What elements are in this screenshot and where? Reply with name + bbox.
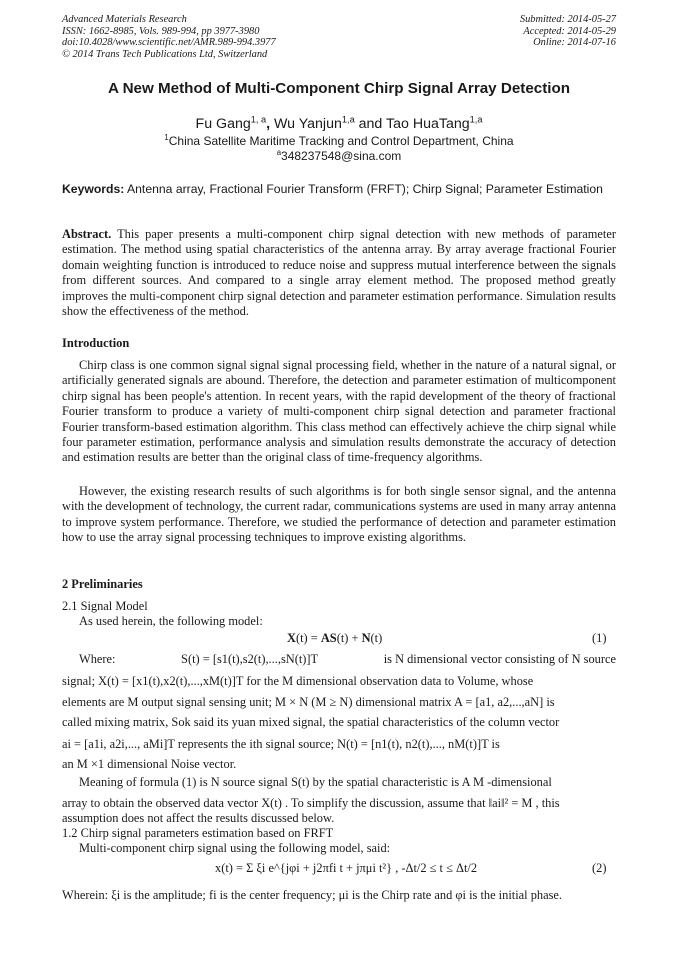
submission-dates bbox=[520, 14, 616, 49]
keywords-text: Antenna array, Fractional Fourier Transform (FRFT); Chirp Signal; Parameter Estimation bbox=[124, 182, 603, 196]
subsection-heading-signal-model: 2.1 Signal Model bbox=[62, 599, 148, 613]
journal-name: Advanced Materials Research bbox=[62, 14, 187, 25]
author-1: Fu Gang bbox=[195, 116, 251, 132]
journal-issn: ISSN: 1662-8985, Vols. 989-994, pp 3977-3980 bbox=[62, 25, 260, 37]
equation-2-number: (2) bbox=[592, 861, 607, 875]
author-1-affil: 1, a bbox=[250, 114, 267, 125]
section-heading-preliminaries: 2 Preliminaries bbox=[62, 577, 143, 591]
where-label: Where: bbox=[79, 652, 116, 666]
accepted-date: Accepted: 2014-05-29 bbox=[523, 25, 616, 37]
affiliation-text: China Satellite Maritime Tracking and Control Department, China bbox=[168, 134, 514, 148]
eq1-part: (t) = bbox=[295, 631, 321, 645]
affiliation bbox=[0, 134, 678, 148]
author-email bbox=[0, 149, 678, 163]
journal-copyright: © 2014 Trans Tech Publications Ltd, Switzerland bbox=[62, 48, 268, 60]
section-heading-introduction: Introduction bbox=[62, 336, 130, 350]
email-marker: a bbox=[276, 148, 282, 157]
eq1-AS: AS bbox=[320, 631, 337, 645]
keywords-label: Keywords: bbox=[62, 182, 125, 196]
meaning-line-3: assumption does not affect the results discussed below. bbox=[62, 811, 335, 825]
author-3: Tao HuaTang bbox=[386, 116, 470, 132]
eq1-part: (t) bbox=[370, 631, 383, 645]
abstract-text: This paper presents a multi-component chirp signal detection with new methods of parameter estimation. The method using spatial characteristics of the antenna array. By array average fractional Fourier domain weighting function is introduced to reduce noise and suppress mutual interference between the signals from different sources. And compared to a single array element method. The proposed method greatly improves the multi-component chirp signal detection and parameter estimation performance. Simulation results show the effectiveness of the method. bbox=[62, 227, 616, 319]
meaning-line-2: array to obtain the observed data vector X(t) . To simplify the discussion, assume that ‖ai‖² = M , this bbox=[62, 796, 560, 810]
S-description: is N dimensional vector consisting of N source bbox=[383, 652, 616, 666]
multi-component-intro: Multi-component chirp signal using the following model, said: bbox=[79, 841, 391, 855]
author-sep: and bbox=[354, 116, 387, 132]
journal-doi: doi:10.4028/www.scientific.net/AMR.989-994.3977 bbox=[62, 37, 276, 49]
parameter-definitions-line: Wherein: ξi is the amplitude; fi is the center frequency; μi is the Chirp rate and φi is the initial phase. bbox=[62, 888, 562, 902]
abstract bbox=[62, 227, 616, 319]
subsection-heading-frft: 1.2 Chirp signal parameters estimation based on FRFT bbox=[62, 826, 334, 840]
author-2-affil: 1,a bbox=[341, 114, 355, 125]
affiliation-marker: 1 bbox=[164, 133, 169, 142]
keywords bbox=[62, 181, 616, 197]
ai-definition-line: ai = [a1i, a2i,..., aMi]T represents the ith signal source; N(t) = [n1(t), n2(t),..., nM(t)]T is bbox=[62, 737, 500, 751]
model-intro-line: As used herein, the following model: bbox=[79, 614, 263, 628]
eq1-part: (t) + bbox=[336, 631, 362, 645]
author-3-affil: 1,a bbox=[469, 114, 483, 125]
journal-info bbox=[62, 14, 276, 60]
intro-paragraph-2: However, the existing research results of such algorithms is for both single sensor signal, and the antenna with the development of technology, the current radar, communications systems are used in many array antenna to improve system performance. Therefore, we studied the performance of detection and parameter estimation how to use the array signal processing techniques to improve existing algorithms. bbox=[62, 484, 616, 545]
eq1-N: N bbox=[361, 631, 371, 645]
mixing-matrix-line: called mixing matrix, Sok said its yuan mixed signal, the spatial characteristics of the column vector bbox=[62, 715, 560, 729]
author-2: Wu Yanjun bbox=[274, 116, 342, 132]
intro-paragraph-1: Chirp class is one common signal signal signal processing field, whether in the nature of a natural signal, or artificially generated signals are abound. Therefore, the detection and parameter estimation of multicomponent chirp signal has been people's attention. In recent years, with the rapid development of the theory of fractional Fourier transform to produce a variety of multi-component chirp signal detection and parameter fractional Fourier transform-based estimation algorithm. This class method can effectively achieve the chirp signal while four parameter estimation, performance analysis and simulation results demonstrate the accuracy of detection and estimation results are better than the original class of time-frequency algorithms. bbox=[62, 358, 616, 465]
where-line-1 bbox=[79, 652, 616, 667]
equation-1 bbox=[287, 631, 382, 646]
paper-title: A New Method of Multi-Component Chirp Signal Array Detection bbox=[107, 80, 571, 97]
submitted-date: Submitted: 2014-05-27 bbox=[519, 14, 616, 25]
equation-1-number: (1) bbox=[592, 631, 607, 645]
meaning-line-1: Meaning of formula (1) is N source signal S(t) by the spatial characteristic is A M -dimensional bbox=[79, 775, 552, 789]
online-date: Online: 2014-07-16 bbox=[533, 37, 616, 49]
eq1-X: X bbox=[287, 631, 296, 645]
S-definition: S(t) = [s1(t),s2(t),...,sN(t)]T bbox=[181, 652, 319, 666]
email-text: 348237548@sina.com bbox=[281, 149, 402, 163]
author-list bbox=[0, 116, 678, 132]
abstract-label: Abstract. bbox=[62, 227, 112, 241]
equation-2: x(t) = Σ ξi e^{jφi + j2πfi t + jπμi t²} , -Δt/2 ≤ t ≤ Δt/2 bbox=[215, 861, 478, 875]
signal-definition-line: signal; X(t) = [x1(t),x2(t),...,xM(t)]T for the M dimensional observation data to Volume, whose bbox=[62, 674, 534, 688]
author-sep: , bbox=[266, 116, 275, 132]
elements-line: elements are M output signal sensing unit; M × N (M ≥ N) dimensional matrix A = [a1, a2,...,aN] is bbox=[62, 695, 555, 709]
noise-vector-line: an M ×1 dimensional Noise vector. bbox=[62, 757, 237, 771]
